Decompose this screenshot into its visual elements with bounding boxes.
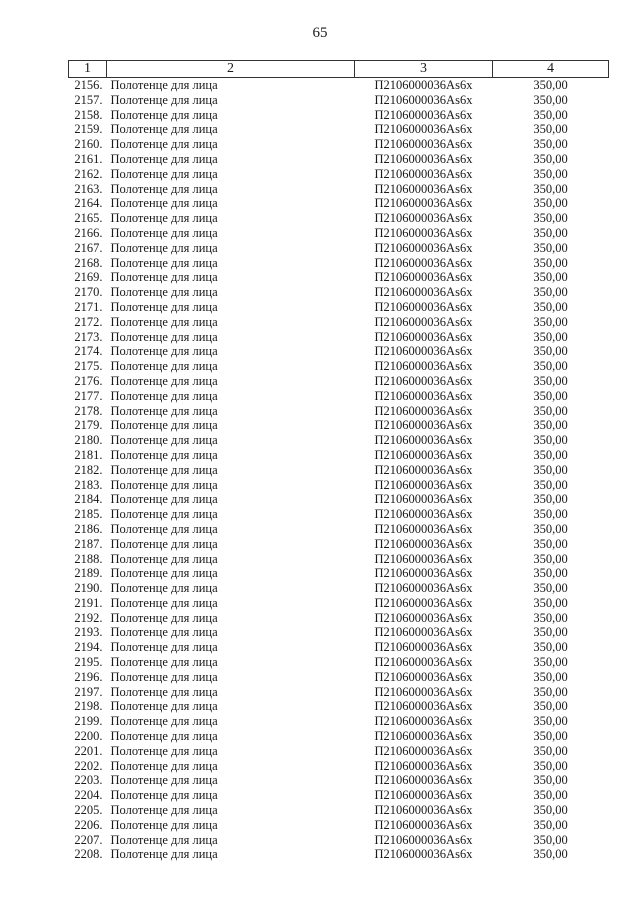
table-header bbox=[69, 61, 609, 78]
item-name: Полотенце для лица bbox=[110, 492, 218, 507]
table-row bbox=[69, 655, 609, 670]
item-name: Полотенце для лица bbox=[110, 536, 218, 551]
item-code: П2106000036Аs6x bbox=[374, 285, 473, 300]
item-price: 350,00 bbox=[533, 359, 568, 374]
item-name: Полотенце для лица bbox=[110, 344, 218, 359]
item-price: 350,00 bbox=[533, 388, 568, 403]
item-code: П2106000036Аs6x bbox=[374, 773, 473, 788]
item-code: П2106000036Аs6x bbox=[374, 729, 473, 744]
item-name: Полотенце для лица bbox=[110, 299, 218, 314]
item-code: П2106000036Аs6x bbox=[374, 669, 473, 684]
item-code: П2106000036Аs6x bbox=[374, 699, 473, 714]
row-number: 2206. bbox=[74, 817, 103, 832]
item-name: Полотенце для лица bbox=[110, 610, 218, 625]
row-number: 2197. bbox=[74, 684, 103, 699]
item-code: П2106000036Аs6x bbox=[374, 462, 473, 477]
item-code: П2106000036Аs6x bbox=[374, 447, 473, 462]
table-row bbox=[69, 182, 609, 197]
item-price: 350,00 bbox=[533, 181, 568, 196]
row-number: 2159. bbox=[74, 122, 103, 137]
row-number: 2176. bbox=[74, 373, 103, 388]
table-row bbox=[69, 833, 609, 848]
page-number: 65 bbox=[312, 25, 328, 41]
row-number: 2194. bbox=[74, 640, 103, 655]
header-row bbox=[69, 61, 609, 78]
item-code: П2106000036Аs6x bbox=[374, 758, 473, 773]
item-code: П2106000036Аs6x bbox=[374, 625, 473, 640]
item-code: П2106000036Аs6x bbox=[374, 788, 473, 803]
item-price: 350,00 bbox=[533, 477, 568, 492]
item-price: 350,00 bbox=[533, 270, 568, 285]
item-code: П2106000036Аs6x bbox=[374, 92, 473, 107]
table-row bbox=[69, 93, 609, 108]
item-price: 350,00 bbox=[533, 211, 568, 226]
item-price: 350,00 bbox=[533, 122, 568, 137]
row-number: 2160. bbox=[74, 137, 103, 152]
item-name: Полотенце для лица bbox=[110, 270, 218, 285]
item-name: Полотенце для лица bbox=[110, 477, 218, 492]
item-code: П2106000036Аs6x bbox=[374, 403, 473, 418]
item-name: Полотенце для лица bbox=[110, 625, 218, 640]
row-number: 2178. bbox=[74, 403, 103, 418]
item-price: 350,00 bbox=[533, 403, 568, 418]
item-code: П2106000036Аs6x bbox=[374, 329, 473, 344]
item-code: П2106000036Аs6x bbox=[374, 225, 473, 240]
item-price: 350,00 bbox=[533, 285, 568, 300]
item-name: Полотенце для лица bbox=[110, 773, 218, 788]
item-price: 350,00 bbox=[533, 78, 568, 92]
row-number: 2205. bbox=[74, 803, 103, 818]
row-number: 2179. bbox=[74, 418, 103, 433]
item-code: П2106000036Аs6x bbox=[374, 684, 473, 699]
row-number: 2157. bbox=[74, 92, 103, 107]
item-code: П2106000036Аs6x bbox=[374, 581, 473, 596]
row-number: 2180. bbox=[74, 433, 103, 448]
item-price: 350,00 bbox=[533, 595, 568, 610]
item-price: 350,00 bbox=[533, 255, 568, 270]
item-name: Полотенце для лица bbox=[110, 373, 218, 388]
row-number: 2185. bbox=[74, 507, 103, 522]
item-name: Полотенце для лица bbox=[110, 817, 218, 832]
table-row bbox=[69, 744, 609, 759]
table-row bbox=[69, 196, 609, 211]
item-name: Полотенце для лица bbox=[110, 211, 218, 226]
table-row bbox=[69, 566, 609, 581]
row-number: 2201. bbox=[74, 743, 103, 758]
table-row bbox=[69, 256, 609, 271]
table-row bbox=[69, 374, 609, 389]
row-number: 2187. bbox=[74, 536, 103, 551]
item-name: Полотенце для лица bbox=[110, 122, 218, 137]
item-code: П2106000036Аs6x bbox=[374, 314, 473, 329]
item-price: 350,00 bbox=[533, 847, 568, 862]
item-price: 350,00 bbox=[533, 373, 568, 388]
row-number: 2189. bbox=[74, 566, 103, 581]
item-code: П2106000036Аs6x bbox=[374, 122, 473, 137]
table-row bbox=[69, 847, 609, 862]
row-number: 2199. bbox=[74, 714, 103, 729]
item-name: Полотенце для лица bbox=[110, 107, 218, 122]
row-number: 2183. bbox=[74, 477, 103, 492]
item-price: 350,00 bbox=[533, 610, 568, 625]
item-price: 350,00 bbox=[533, 329, 568, 344]
row-number: 2193. bbox=[74, 625, 103, 640]
table-row bbox=[69, 108, 609, 123]
item-name: Полотенце для лица bbox=[110, 714, 218, 729]
item-price: 350,00 bbox=[533, 196, 568, 211]
item-code: П2106000036Аs6x bbox=[374, 166, 473, 181]
item-price: 350,00 bbox=[533, 803, 568, 818]
table-row bbox=[69, 167, 609, 182]
item-price: 350,00 bbox=[533, 225, 568, 240]
item-price: 350,00 bbox=[533, 314, 568, 329]
item-code: П2106000036Аs6x bbox=[374, 477, 473, 492]
item-code: П2106000036Аs6x bbox=[374, 610, 473, 625]
row-number: 2177. bbox=[74, 388, 103, 403]
table-row bbox=[69, 759, 609, 774]
item-price: 350,00 bbox=[533, 137, 568, 152]
item-name: Полотенце для лица bbox=[110, 388, 218, 403]
item-code: П2106000036Аs6x bbox=[374, 492, 473, 507]
table-row bbox=[69, 492, 609, 507]
item-name: Полотенце для лица bbox=[110, 655, 218, 670]
item-price: 350,00 bbox=[533, 462, 568, 477]
item-name: Полотенце для лица bbox=[110, 240, 218, 255]
row-number: 2166. bbox=[74, 225, 103, 240]
item-name: Полотенце для лица bbox=[110, 433, 218, 448]
item-name: Полотенце для лица bbox=[110, 255, 218, 270]
item-name: Полотенце для лица bbox=[110, 758, 218, 773]
item-price: 350,00 bbox=[533, 625, 568, 640]
item-price: 350,00 bbox=[533, 344, 568, 359]
item-code: П2106000036Аs6x bbox=[374, 418, 473, 433]
table-row bbox=[69, 640, 609, 655]
item-price: 350,00 bbox=[533, 581, 568, 596]
item-price: 350,00 bbox=[533, 166, 568, 181]
item-name: Полотенце для лица bbox=[110, 743, 218, 758]
item-name: Полотенце для лица bbox=[110, 640, 218, 655]
row-number: 2163. bbox=[74, 181, 103, 196]
item-name: Полотенце для лица bbox=[110, 699, 218, 714]
table-row bbox=[69, 78, 609, 93]
item-price: 350,00 bbox=[533, 507, 568, 522]
row-number: 2173. bbox=[74, 329, 103, 344]
item-code: П2106000036Аs6x bbox=[374, 299, 473, 314]
table-row bbox=[69, 507, 609, 522]
item-price: 350,00 bbox=[533, 418, 568, 433]
item-price: 350,00 bbox=[533, 758, 568, 773]
item-name: Полотенце для лица bbox=[110, 403, 218, 418]
row-number: 2190. bbox=[74, 581, 103, 596]
row-number: 2164. bbox=[74, 196, 103, 211]
item-code: П2106000036Аs6x bbox=[374, 655, 473, 670]
table-row bbox=[69, 285, 609, 300]
item-code: П2106000036Аs6x bbox=[374, 211, 473, 226]
item-name: Полотенце для лица bbox=[110, 285, 218, 300]
item-code: П2106000036Аs6x bbox=[374, 373, 473, 388]
item-name: Полотенце для лица bbox=[110, 329, 218, 344]
item-name: Полотенце для лица bbox=[110, 507, 218, 522]
item-price: 350,00 bbox=[533, 299, 568, 314]
table-row bbox=[69, 404, 609, 419]
row-number: 2184. bbox=[74, 492, 103, 507]
item-code: П2106000036Аs6x bbox=[374, 359, 473, 374]
item-name: Полотенце для лица bbox=[110, 788, 218, 803]
item-name: Полотенце для лица bbox=[110, 181, 218, 196]
table-row bbox=[69, 478, 609, 493]
item-name: Полотенце для лица bbox=[110, 566, 218, 581]
table-row bbox=[69, 596, 609, 611]
item-price: 350,00 bbox=[533, 640, 568, 655]
item-name: Полотенце для лица bbox=[110, 151, 218, 166]
header-col-3: 3 bbox=[355, 61, 493, 78]
item-price: 350,00 bbox=[533, 684, 568, 699]
row-number: 2174. bbox=[74, 344, 103, 359]
item-code: П2106000036Аs6x bbox=[374, 270, 473, 285]
row-number: 2170. bbox=[74, 285, 103, 300]
item-code: П2106000036Аs6x bbox=[374, 196, 473, 211]
table-row bbox=[69, 152, 609, 167]
row-number: 2168. bbox=[74, 255, 103, 270]
row-number: 2158. bbox=[74, 107, 103, 122]
table-row bbox=[69, 773, 609, 788]
table-row bbox=[69, 226, 609, 241]
item-price: 350,00 bbox=[533, 536, 568, 551]
row-number: 2167. bbox=[74, 240, 103, 255]
row-number: 2198. bbox=[74, 699, 103, 714]
item-code: П2106000036Аs6x bbox=[374, 344, 473, 359]
item-name: Полотенце для лица bbox=[110, 803, 218, 818]
item-code: П2106000036Аs6x bbox=[374, 847, 473, 862]
table-row bbox=[69, 788, 609, 803]
table-row bbox=[69, 448, 609, 463]
item-name: Полотенце для лица bbox=[110, 92, 218, 107]
item-price: 350,00 bbox=[533, 151, 568, 166]
item-price: 350,00 bbox=[533, 699, 568, 714]
row-number: 2162. bbox=[74, 166, 103, 181]
item-code: П2106000036Аs6x bbox=[374, 507, 473, 522]
item-code: П2106000036Аs6x bbox=[374, 255, 473, 270]
table-row bbox=[69, 433, 609, 448]
table-row bbox=[69, 241, 609, 256]
item-code: П2106000036Аs6x bbox=[374, 388, 473, 403]
item-name: Полотенце для лица bbox=[110, 78, 218, 92]
row-number: 2169. bbox=[74, 270, 103, 285]
item-name: Полотенце для лица bbox=[110, 669, 218, 684]
table-row bbox=[69, 729, 609, 744]
row-number: 2204. bbox=[74, 788, 103, 803]
table-row bbox=[69, 670, 609, 685]
table-row bbox=[69, 344, 609, 359]
table-row bbox=[69, 211, 609, 226]
row-number: 2188. bbox=[74, 551, 103, 566]
row-number: 2182. bbox=[74, 462, 103, 477]
header-col-2: 2 bbox=[107, 61, 355, 78]
item-name: Полотенце для лица bbox=[110, 581, 218, 596]
table-row bbox=[69, 581, 609, 596]
item-code: П2106000036Аs6x bbox=[374, 817, 473, 832]
inventory-table-container bbox=[68, 60, 608, 862]
item-price: 350,00 bbox=[533, 551, 568, 566]
header-col-4: 4 bbox=[493, 61, 609, 78]
item-code: П2106000036Аs6x bbox=[374, 595, 473, 610]
item-price: 350,00 bbox=[533, 492, 568, 507]
table-row bbox=[69, 137, 609, 152]
item-code: П2106000036Аs6x bbox=[374, 551, 473, 566]
row-number: 2186. bbox=[74, 521, 103, 536]
item-price: 350,00 bbox=[533, 655, 568, 670]
table-row bbox=[69, 699, 609, 714]
item-name: Полотенце для лица bbox=[110, 729, 218, 744]
item-name: Полотенце для лица bbox=[110, 314, 218, 329]
row-number: 2175. bbox=[74, 359, 103, 374]
row-number: 2202. bbox=[74, 758, 103, 773]
table-row bbox=[69, 522, 609, 537]
item-price: 350,00 bbox=[533, 433, 568, 448]
item-name: Полотенце для лица bbox=[110, 832, 218, 847]
item-price: 350,00 bbox=[533, 669, 568, 684]
item-name: Полотенце для лица bbox=[110, 595, 218, 610]
item-code: П2106000036Аs6x bbox=[374, 181, 473, 196]
item-name: Полотенце для лица bbox=[110, 521, 218, 536]
row-number: 2172. bbox=[74, 314, 103, 329]
item-price: 350,00 bbox=[533, 788, 568, 803]
inventory-table bbox=[68, 60, 609, 862]
table-row bbox=[69, 122, 609, 137]
item-name: Полотенце для лица bbox=[110, 196, 218, 211]
item-code: П2106000036Аs6x bbox=[374, 566, 473, 581]
item-name: Полотенце для лица bbox=[110, 684, 218, 699]
item-name: Полотенце для лица bbox=[110, 137, 218, 152]
table-row bbox=[69, 803, 609, 818]
row-number: 2161. bbox=[74, 151, 103, 166]
table-body bbox=[69, 78, 609, 863]
table-row bbox=[69, 552, 609, 567]
item-price: 350,00 bbox=[533, 817, 568, 832]
item-price: 350,00 bbox=[533, 566, 568, 581]
table-row bbox=[69, 611, 609, 626]
item-code: П2106000036Аs6x bbox=[374, 714, 473, 729]
item-name: Полотенце для лица bbox=[110, 847, 218, 862]
row-number: 2156. bbox=[74, 78, 103, 92]
item-name: Полотенце для лица bbox=[110, 418, 218, 433]
item-code: П2106000036Аs6x bbox=[374, 743, 473, 758]
table-row bbox=[69, 389, 609, 404]
item-price: 350,00 bbox=[533, 729, 568, 744]
table-row bbox=[69, 359, 609, 374]
row-number: 2165. bbox=[74, 211, 103, 226]
item-code: П2106000036Аs6x bbox=[374, 107, 473, 122]
row-number: 2191. bbox=[74, 595, 103, 610]
item-code: П2106000036Аs6x bbox=[374, 78, 473, 92]
item-price: 350,00 bbox=[533, 107, 568, 122]
item-code: П2106000036Аs6x bbox=[374, 521, 473, 536]
table-row bbox=[69, 270, 609, 285]
item-price: 350,00 bbox=[533, 773, 568, 788]
table-row bbox=[69, 463, 609, 478]
row-number: 2181. bbox=[74, 447, 103, 462]
table-row bbox=[69, 625, 609, 640]
table-row bbox=[69, 685, 609, 700]
row-number: 2200. bbox=[74, 729, 103, 744]
item-name: Полотенце для лица bbox=[110, 225, 218, 240]
item-code: П2106000036Аs6x bbox=[374, 137, 473, 152]
item-name: Полотенце для лица bbox=[110, 551, 218, 566]
item-name: Полотенце для лица bbox=[110, 447, 218, 462]
item-code: П2106000036Аs6x bbox=[374, 433, 473, 448]
row-number: 2171. bbox=[74, 299, 103, 314]
table-row bbox=[69, 818, 609, 833]
table-row bbox=[69, 714, 609, 729]
item-code: П2106000036Аs6x bbox=[374, 151, 473, 166]
item-price: 350,00 bbox=[533, 92, 568, 107]
item-name: Полотенце для лица bbox=[110, 462, 218, 477]
row-number: 2192. bbox=[74, 610, 103, 625]
table-row bbox=[69, 300, 609, 315]
item-code: П2106000036Аs6x bbox=[374, 832, 473, 847]
table-row bbox=[69, 330, 609, 345]
item-price: 350,00 bbox=[533, 240, 568, 255]
row-number: 2203. bbox=[74, 773, 103, 788]
item-name: Полотенце для лица bbox=[110, 166, 218, 181]
item-price: 350,00 bbox=[533, 743, 568, 758]
header-col-1: 1 bbox=[69, 61, 107, 78]
table-row bbox=[69, 418, 609, 433]
item-name: Полотенце для лица bbox=[110, 359, 218, 374]
item-code: П2106000036Аs6x bbox=[374, 240, 473, 255]
item-price: 350,00 bbox=[533, 521, 568, 536]
table-row bbox=[69, 537, 609, 552]
item-price: 350,00 bbox=[533, 714, 568, 729]
item-price: 350,00 bbox=[533, 832, 568, 847]
item-code: П2106000036Аs6x bbox=[374, 803, 473, 818]
table-row bbox=[69, 315, 609, 330]
item-code: П2106000036Аs6x bbox=[374, 536, 473, 551]
item-code: П2106000036Аs6x bbox=[374, 640, 473, 655]
row-number: 2196. bbox=[74, 669, 103, 684]
row-number: 2207. bbox=[74, 832, 103, 847]
row-number: 2195. bbox=[74, 655, 103, 670]
item-price: 350,00 bbox=[533, 447, 568, 462]
row-number: 2208. bbox=[74, 847, 103, 862]
